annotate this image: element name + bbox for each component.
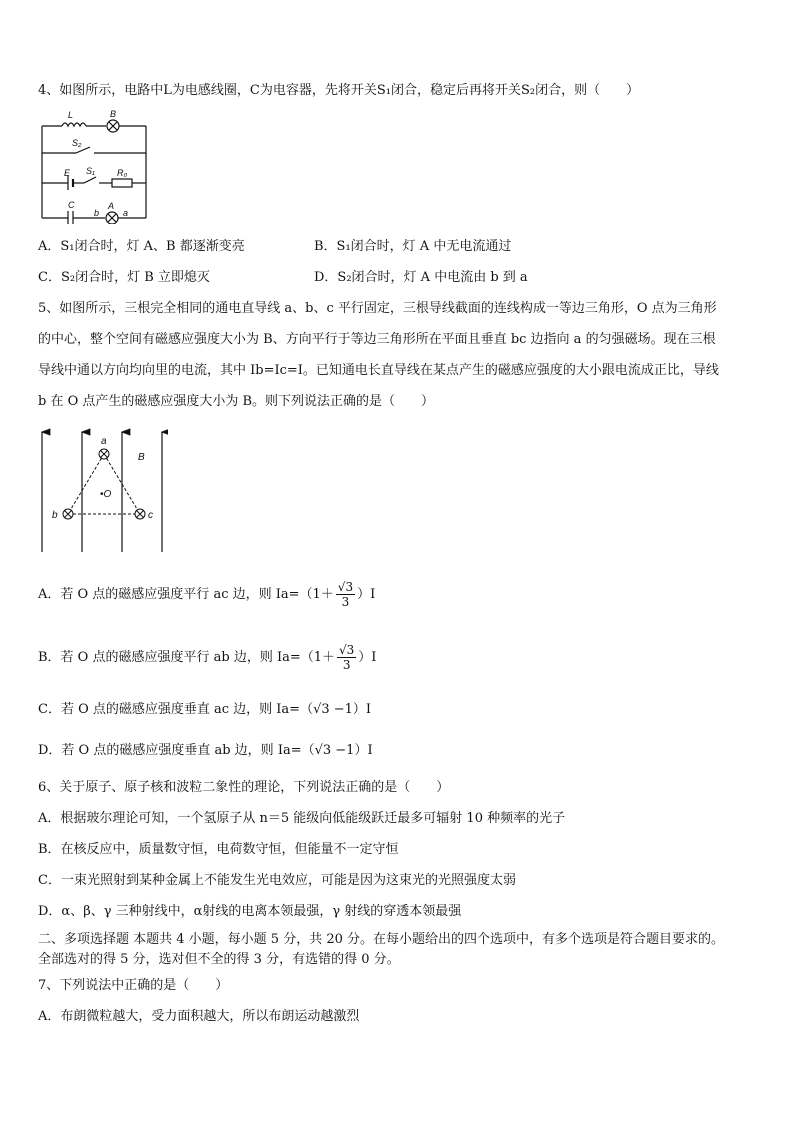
q6-option-a: A．根据玻尔理论可知，一个氢原子从 n＝5 能级向低能级跃迁最多可辐射 10 种频率的光子 — [38, 811, 566, 826]
q4-option-d: D．S₂闭合时，灯 A 中电流由 b 到 a — [314, 270, 528, 285]
q5-stem-line3: 导线中通以方向均向里的电流，其中 Ib=Ic=I。已知通电长直导线在某点产生的磁感应强度的大小跟电流成正比，导线 — [38, 363, 719, 378]
q7-option-a: A．布朗微粒越大，受力面积越大，所以布朗运动越激烈 — [38, 1009, 360, 1024]
q4-stem: 4、如图所示，电路中L为电感线圈，C为电容器，先将开关S₁闭合，稳定后再将开关S₂闭合，则（ ） — [38, 83, 640, 98]
label-S1: S₁ — [86, 166, 95, 176]
q4-option-c: C．S₂闭合时，灯 B 立即熄灭 — [38, 270, 210, 285]
label-S2: S₂ — [72, 138, 82, 148]
q6-option-b: B．在核反应中，质量数守恒，电荷数守恒，但能量不一定守恒 — [38, 842, 399, 857]
q4-option-b: B．S₁闭合时，灯 A 中无电流通过 — [314, 239, 512, 254]
q5-option-a: A．若 O 点的磁感应强度平行 ac 边，则 Ia=（1＋ $\frac{√3}{3}$ ）I — [38, 580, 376, 609]
label-C: C — [68, 200, 75, 210]
q6-stem: 6、关于原子、原子核和波粒二象性的理论，下列说法正确的是（ ） — [38, 780, 450, 795]
section2-heading: 二、多项选择题 本题共 4 小题，每小题 5 分，共 20 分。在每小题给出的四个选项中，有多个选项是符合题目要求的。 — [38, 932, 725, 947]
wire-a-label: a — [101, 436, 107, 447]
q4-option-a: A．S₁闭合时，灯 A、B 都逐渐变亮 — [38, 239, 245, 254]
q4-circuit-figure — [38, 106, 150, 224]
label-a: a — [123, 208, 129, 218]
field-b-label: B — [138, 452, 145, 463]
q6-option-d: D．α、β、γ 三种射线中，α射线的电离本领最强，γ 射线的穿透本领最强 — [38, 904, 462, 919]
q5-option-b: B．若 O 点的磁感应强度平行 ab 边，则 Ia=（1＋ $\frac{√3}{3}$ ）I — [38, 643, 377, 672]
label-E: E — [64, 168, 71, 178]
q5-stem-line1: 5、如图所示，三根完全相同的通电直导线 a、b、c 平行固定，三根导线截面的连线构成一等边三角形，O 点为三角形 — [38, 301, 717, 316]
q5-option-c: C．若 O 点的磁感应强度垂直 ac 边，则 Ia=（√3 −1）I — [38, 702, 372, 717]
q5-stem-line4: b 在 O 点产生的磁感应强度大小为 B。则下列说法正确的是（ ） — [38, 394, 435, 409]
q5-stem-line2: 的中心，整个空间有磁感应强度大小为 B、方向平行于等边三角形所在平面且垂直 bc 边指向 a 的匀强磁场。现在三根 — [38, 332, 716, 347]
q7-stem: 7、下列说法中正确的是（ ） — [38, 978, 229, 993]
section2-scoring: 全部选对的得 5 分，选对但不全的得 3 分，有选错的得 0 分。 — [38, 952, 400, 967]
q5-magnetic-field-figure — [36, 426, 168, 554]
center-o-label: •O — [100, 489, 112, 500]
label-b: b — [94, 208, 100, 218]
label-B: B — [110, 109, 117, 119]
label-L: L — [68, 110, 74, 120]
wire-c-label: c — [148, 510, 153, 521]
q5-option-d: D．若 O 点的磁感应强度垂直 ab 边，则 Ia=（√3 −1）I — [38, 743, 373, 758]
q6-option-c: C．一束光照射到某种金属上不能发生光电效应，可能是因为这束光的光照强度太弱 — [38, 873, 516, 888]
label-R0: R₀ — [117, 168, 128, 178]
label-A: A — [108, 201, 115, 211]
wire-b-label: b — [52, 510, 58, 521]
